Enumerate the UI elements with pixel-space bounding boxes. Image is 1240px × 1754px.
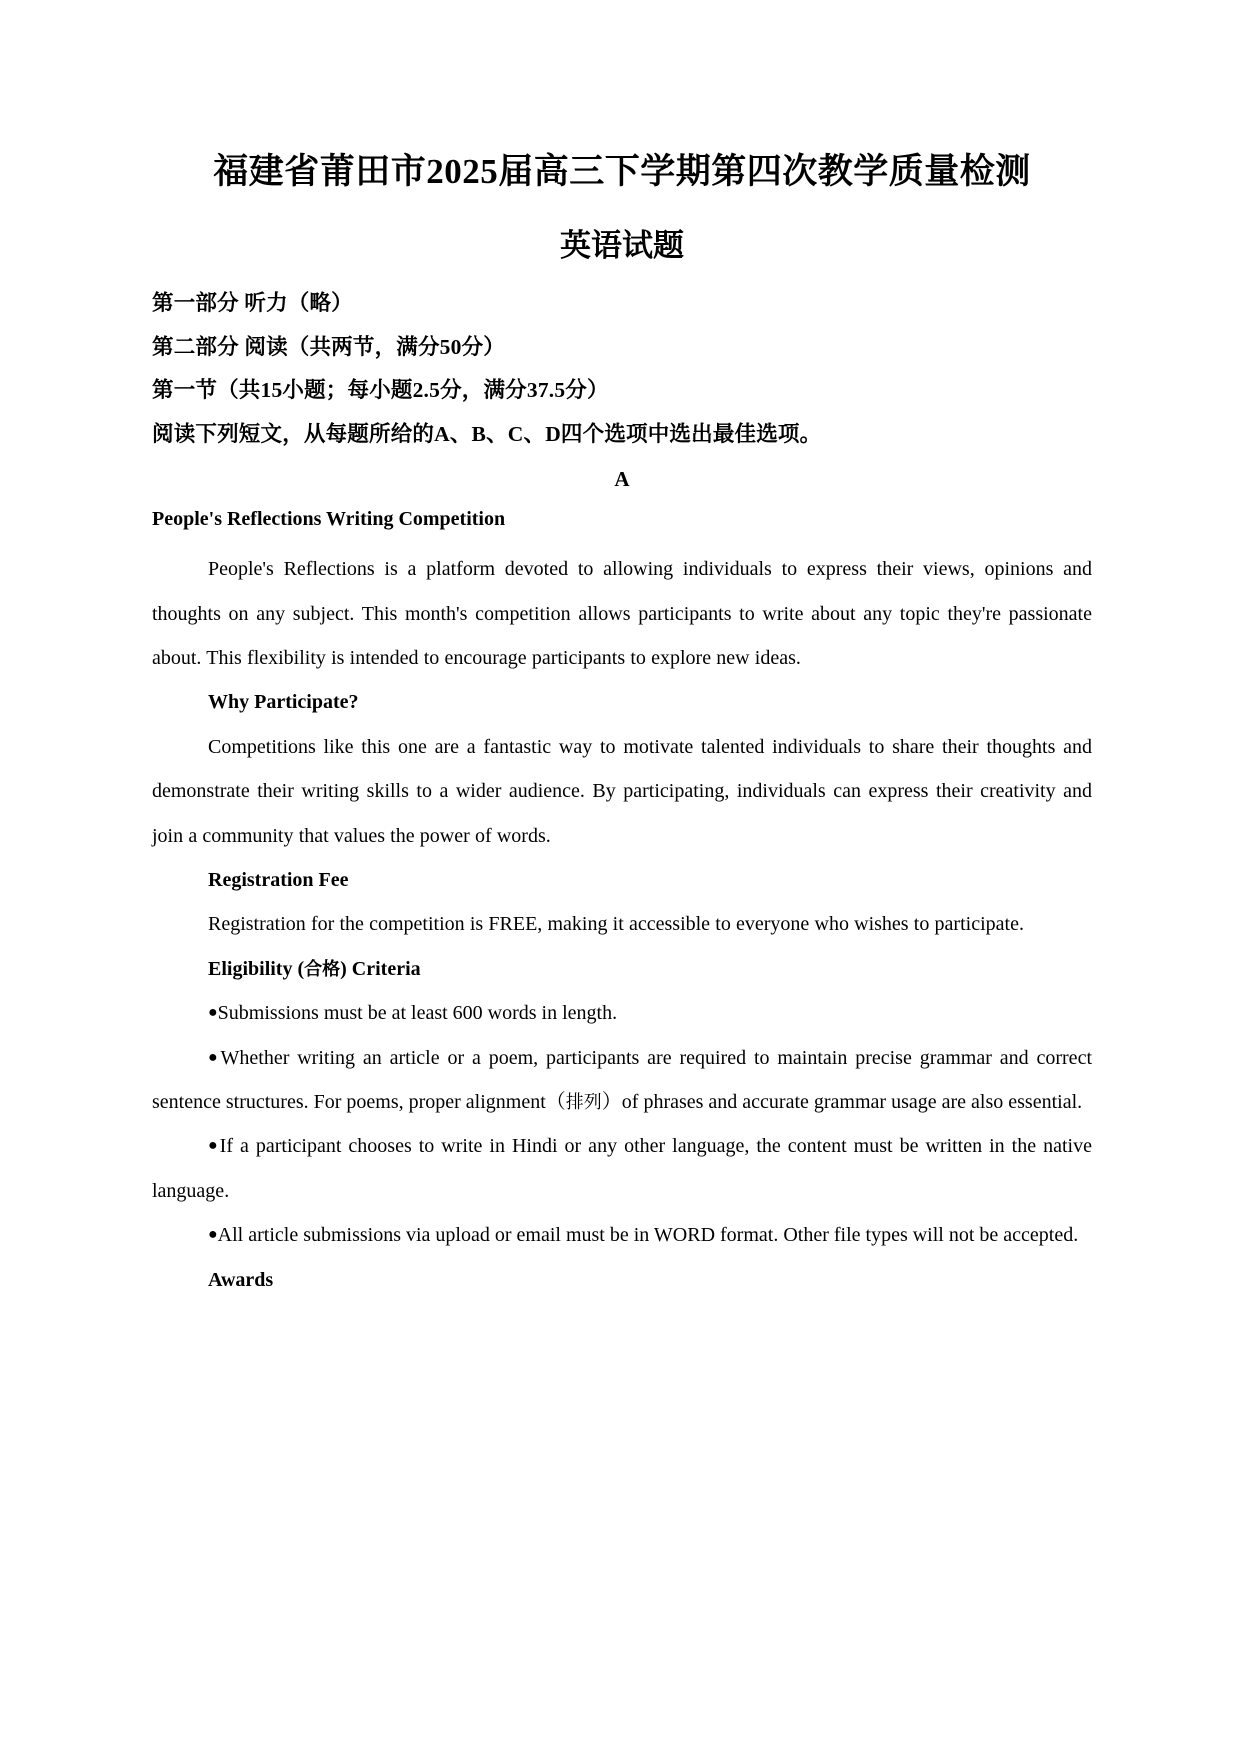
instruction-section-one: 第一节（共15小题；每小题2.5分，满分37.5分） [152,378,609,403]
page-subtitle: 英语试题 [560,228,684,264]
bullet-marker-icon: ● [208,1048,221,1066]
bullet-marker-icon: ● [208,1004,218,1022]
passage-title: People's Reflections Writing Competition [152,508,506,531]
subheading-why-participate: Why Participate? [208,691,359,714]
eligibility-bullet-2-text-after: ）of phrases and accurate grammar usage are also essential. [601,1090,1083,1113]
eligibility-heading-gloss: 合格 [304,958,341,980]
why-participate-paragraph: Competitions like this one are a fantastic way to motivate talented individuals to share their thoughts and demonstrate their writing skills to a wider audience. By participating, individuals can express their creativity and join a community that values the power of words. [152,735,1092,847]
instruction-part-one: 第一部分 听力（略） [152,291,353,316]
eligibility-bullet-2 [152,1036,1092,1125]
eligibility-bullet-3 [152,1124,1092,1213]
instruction-part-two: 第二部分 阅读（共两节，满分50分） [152,334,505,359]
eligibility-heading-after: ) Criteria [340,957,421,980]
bullet-marker-icon: ● [208,1226,218,1244]
instructions-block [152,293,1092,445]
registration-fee-paragraph: Registration for the competition is FREE, making it accessible to everyone who wishes to participate. [208,913,1024,936]
subheading-registration-fee: Registration Fee [208,869,349,892]
eligibility-bullet-2-gloss: 排列 [565,1091,602,1113]
subheading-awards: Awards [208,1268,274,1291]
eligibility-bullet-4 [152,1213,1092,1257]
eligibility-heading-before: Eligibility ( [208,957,305,980]
page-title: 福建省莆田市2025届高三下学期第四次教学质量检测 [213,152,1031,191]
eligibility-bullet-3-text: If a participant chooses to write in Hindi or any other language, the content must be written in the native language. [152,1135,1092,1202]
instruction-reading-directions: 阅读下列短文，从每题所给的A、B、C、D四个选项中选出最佳选项。 [152,421,822,446]
passage-intro-paragraph: People's Reflections is a platform devoted to allowing individuals to express their views, opinions and thoughts on any subject. This month's competition allows participants to write about any topic they're passionate about. This flexibility is intended to encourage participants to explore new ideas. [152,558,1092,670]
eligibility-bullet-1-text: Submissions must be at least 600 words in length. [217,1002,618,1025]
bullet-marker-icon: ● [208,1137,220,1155]
eligibility-bullet-4-text: All article submissions via upload or email must be in WORD format. Other file types will not be accepted. [217,1224,1079,1247]
subheading-eligibility-criteria [152,947,1092,991]
eligibility-bullet-2-text-before: Whether writing an article or a poem, participants are required to maintain precise grammar and correct sentence structures. For poems, proper alignment（ [152,1046,1092,1113]
eligibility-bullet-1 [152,991,1092,1035]
section-letter: A [614,467,630,492]
